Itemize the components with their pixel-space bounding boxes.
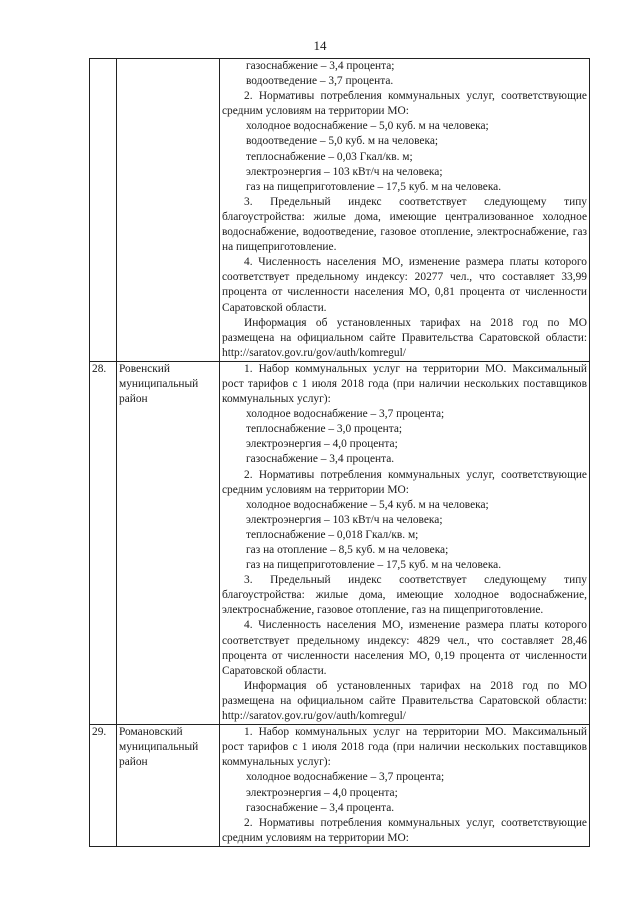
list-item: газоснабжение – 3,4 процента. [246, 453, 395, 466]
list-item: газ на отопление – 8,5 куб. м на человека; [246, 544, 449, 556]
list-item: электроэнергия – 4,0 процента; [246, 786, 398, 799]
row-number: 29. [90, 725, 117, 847]
list-item: газ на пищеприготовление – 17,5 куб. м на человека. [246, 180, 502, 193]
district-cell [117, 59, 220, 362]
list-item: теплоснабжение – 0,03 Гкал/кв. м; [246, 150, 413, 163]
list-item: электроэнергия – 103 кВт/ч на человека; [246, 165, 443, 178]
info-paragraph: Информация об установленных тарифах на 2018 год по МО размещена на официальном сайте Правительства Саратовской области: http://saratov.gov.ru/gov/auth/komregul/ [222, 679, 587, 723]
table-row [90, 725, 590, 847]
district-name: Романовский муниципальный район [117, 725, 220, 847]
content-cell [220, 59, 590, 362]
population-paragraph: 4. Численность населения МО, изменение размера платы которого соответствует предельному индексу: 20277 чел., что составляет 33,99 процента от численности населения МО, 0,81 процента от численности Саратовской области. [222, 256, 587, 314]
index-paragraph: 3. Предельный индекс соответствует следующему типу благоустройства: жилые дома, имеющие холодное водоснабжение, электроснабжение, газовое отопление, газ на пищеприготовление. [222, 574, 587, 617]
row-number-cell [90, 59, 117, 362]
list-item: электроэнергия – 103 кВт/ч на человека; [246, 513, 443, 526]
page-number: 14 [313, 38, 327, 53]
norms-heading: 2. Нормативы потребления коммунальных услуг, соответствующие средним условиям на территории МО: [222, 90, 587, 118]
list-item: газоснабжение – 3,4 процента. [246, 801, 395, 814]
list-item: холодное водоснабжение – 3,7 процента; [246, 408, 445, 421]
population-paragraph: 4. Численность населения МО, изменение размера платы которого соответствует предельному индексу: 4829 чел., что составляет 28,46 процента от численности населения МО, 0,19 процента от численности Саратовской области. [222, 619, 587, 677]
list-item: теплоснабжение – 0,018 Гкал/кв. м; [246, 528, 419, 541]
list-item: водоотведение – 5,0 куб. м на человека; [246, 135, 439, 148]
index-paragraph: 3. Предельный индекс соответствует следующему типу благоустройства: жилые дома, имеющие централизованное холодное водоснабжение, водоотведение, газовое отопление, электроснабжение, газ на пищеприготовление. [222, 195, 587, 254]
content-cell [220, 725, 590, 847]
tariff-table [89, 58, 590, 847]
norms-heading: 2. Нормативы потребления коммунальных услуг, соответствующие средним условиям на территории МО: [222, 468, 587, 496]
list-item: теплоснабжение – 3,0 процента; [246, 423, 403, 436]
list-item: водоотведение – 3,7 процента. [246, 75, 394, 88]
list-item: газоснабжение – 3,4 процента; [246, 60, 395, 72]
content-cell [220, 361, 590, 724]
district-name: Ровенский муниципальный район [117, 361, 220, 724]
norms-heading: 2. Нормативы потребления коммунальных услуг, соответствующие средним условиям на территории МО: [222, 816, 587, 844]
row-number: 28. [90, 361, 117, 724]
list-item: холодное водоснабжение – 5,0 куб. м на человека; [246, 120, 489, 133]
list-item: газ на пищеприготовление – 17,5 куб. м на человека. [246, 559, 502, 572]
table-row-continuation [90, 59, 590, 362]
tariff-heading: 1. Набор коммунальных услуг на территории МО. Максимальный рост тарифов с 1 июля 2018 года (при наличии нескольких поставщиков коммунальных услуг): [222, 362, 587, 406]
list-item: холодное водоснабжение – 3,7 процента; [246, 771, 445, 784]
list-item: электроэнергия – 4,0 процента; [246, 438, 398, 451]
info-paragraph: Информация об установленных тарифах на 2018 год по МО размещена на официальном сайте Правительства Саратовской области: http://saratov.gov.ru/gov/auth/komregul/ [222, 316, 587, 359]
table-row [90, 361, 590, 724]
tariff-heading: 1. Набор коммунальных услуг на территории МО. Максимальный рост тарифов с 1 июля 2018 года (при наличии нескольких поставщиков коммунальных услуг): [222, 726, 587, 769]
list-item: холодное водоснабжение – 5,4 куб. м на человека; [246, 498, 489, 511]
